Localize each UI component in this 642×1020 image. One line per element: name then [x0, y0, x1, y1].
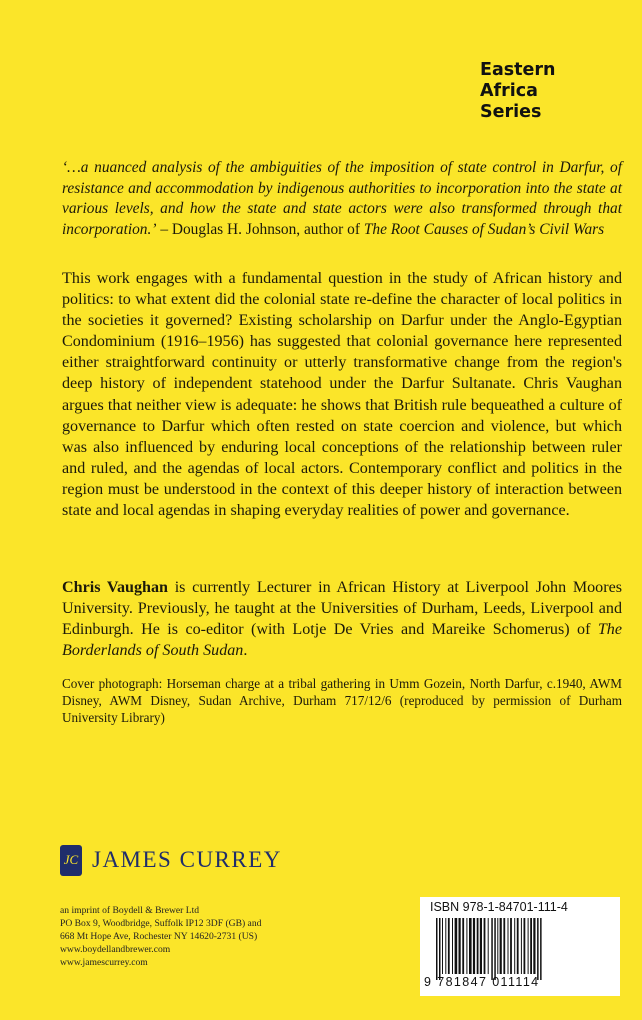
isbn-barcode: [420, 897, 620, 996]
series-line-2: Africa: [480, 81, 538, 101]
imprint-line: PO Box 9, Woodbridge, Suffolk IP12 3DF (GB) and: [60, 918, 262, 929]
publisher-name: JAMES CURREY: [92, 847, 282, 872]
imprint-line: an imprint of Boydell & Brewer Ltd: [60, 905, 200, 916]
quote-attribution: – Douglas H. Johnson, author of: [156, 220, 364, 238]
author-bio-end: .: [243, 642, 248, 660]
author-name: Chris Vaughan: [62, 579, 168, 596]
author-bio: [62, 577, 622, 661]
author-book-title: The Borderlands of South Sudan: [62, 621, 622, 660]
imprint-website: www.jamescurrey.com: [60, 957, 148, 968]
cover-credit: Cover photograph: Horseman charge at a tribal gathering in Umm Gozein, North Darfur, c.1940, AWM Disney, AWM Disney, Sudan Archive, Durham 717/12/6 (reproduced by permission of Durham University Library): [62, 676, 622, 726]
endorsement-quote: [62, 158, 622, 240]
imprint-info: [60, 904, 360, 969]
quote-text: ‘…a nuanced analysis of the ambiguities of the imposition of state control in Darfur, of resistance and accommodation by indigenous authorities to incorporation into the state at various levels, and how the state and state actors were also transformed through that incorporation.’: [62, 159, 622, 238]
publisher-logo-icon: [60, 845, 82, 876]
author-bio-text: is currently Lecturer in African History at Liverpool John Moores University. Previously, he taught at the Universities of Durham, Leeds, Liverpool and Edinburgh. He is co-editor (with Lotje De Vries and Mareike Schomerus) of: [62, 579, 622, 639]
imprint-line: 668 Mt Hope Ave, Rochester NY 14620-2731 (US): [60, 931, 258, 942]
publisher-logo-mark: JC: [63, 852, 79, 867]
quote-book-title: The Root Causes of Sudan’s Civil Wars: [363, 220, 605, 238]
series-line-1: Eastern: [480, 60, 556, 80]
series-line-3: Series: [480, 102, 542, 122]
imprint-website: www.boydellandbrewer.com: [60, 944, 171, 955]
barcode-digits: 9 781847 011114: [424, 975, 540, 989]
isbn-label: ISBN 978-1-84701-111-4: [430, 900, 568, 914]
book-description: This work engages with a fundamental question in the study of African history and politics: to what extent did the colonial state re-define the character of local politics in the societies it governed? Existing scholarship on Darfur under the Anglo-Egyptian Condominium (1916–1956) has suggested that colonial governance here represented either straightforward continuity or utterly transformative change from the region's deep history of independent statehood under the Darfur Sultanate. Chris Vaughan argues that neither view is adequate: he shows that British rule bequeathed a culture of governance to Darfur which often rested on state coercion and violence, but which was also influenced by enduring local conceptions of the relationship between ruler and ruled, and the agendas of local actors. Contemporary conflict and politics in the region must be understood in the context of this deeper history of interaction between state and local agendas in shaping everyday realities of power and governance.: [62, 270, 622, 520]
series-title: [480, 60, 610, 123]
publisher-logo: [60, 843, 282, 877]
